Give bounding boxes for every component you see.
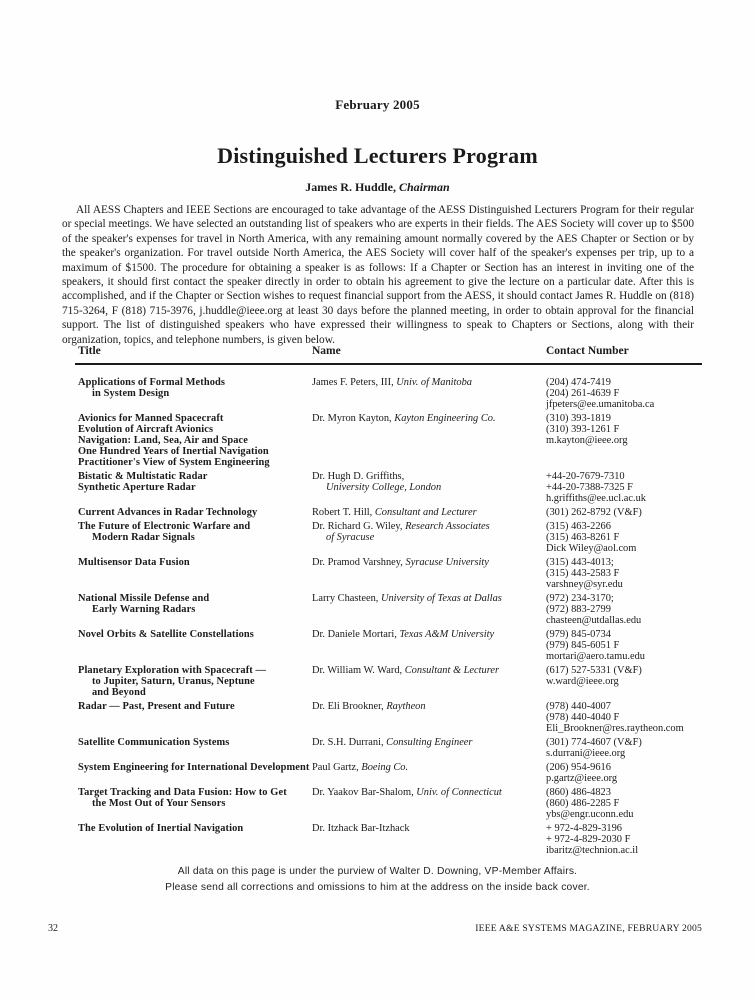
- contact-cell: [546, 413, 715, 468]
- name-cell: [312, 823, 546, 856]
- speaker-organization: University of Texas at Dallas: [380, 593, 502, 604]
- speaker-organization: Consultant and Lecturer: [374, 507, 477, 518]
- contact-cell: [546, 762, 715, 784]
- speaker-name-line: [312, 823, 546, 834]
- speaker-name-line: [312, 701, 546, 712]
- title-cell: [75, 557, 312, 590]
- contact-cell: [546, 665, 715, 698]
- speaker-name-line: [312, 413, 546, 424]
- lecture-title-line: National Missile Defense and: [78, 593, 210, 604]
- lecture-title-line: The Evolution of Inertial Navigation: [78, 823, 244, 834]
- contact-line: ybs@engr.uconn.edu: [546, 809, 634, 820]
- title-cell: [75, 629, 312, 662]
- lecture-title-line: Novel Orbits & Satellite Constellations: [78, 629, 254, 640]
- contact-line: (972) 883-2799: [546, 604, 611, 615]
- contact-cell: [546, 557, 715, 590]
- speaker-name-line: [312, 557, 546, 568]
- title-cell: [75, 762, 312, 784]
- title-cell: [75, 787, 312, 820]
- speaker-name-line: [312, 737, 546, 748]
- lecture-title-line: Bistatic & Multistatic Radar: [78, 471, 208, 482]
- page-title: Distinguished Lecturers Program: [217, 143, 538, 168]
- speaker-name-line: [312, 521, 546, 532]
- name-cell: [312, 787, 546, 820]
- contact-line: (301) 774-4607 (V&F): [546, 737, 642, 748]
- speaker-organization: Consultant & Lecturer: [404, 665, 500, 676]
- contact-line: (315) 463-8261 F: [546, 532, 620, 543]
- speaker-name: Dr. S.H. Durrani,: [312, 737, 387, 748]
- contact-line: p.gartz@ieee.org: [546, 773, 618, 784]
- speaker-name: Dr. Pramod Varshney,: [312, 557, 406, 568]
- column-header-title: Title: [78, 345, 101, 357]
- lecture-title-line: Early Warning Radars: [92, 604, 196, 615]
- contact-cell: [546, 593, 715, 626]
- speaker-name-line: [312, 507, 546, 518]
- lecture-title-line: Practitioner's View of System Engineering: [78, 457, 270, 468]
- name-cell: [312, 701, 546, 734]
- name-cell: [312, 593, 546, 626]
- title-cell: [75, 521, 312, 554]
- lecture-title-line: One Hundred Years of Inertial Navigation: [78, 446, 269, 457]
- contact-line: (206) 954-9616: [546, 762, 611, 773]
- table-row: [75, 823, 715, 856]
- name-cell: [312, 665, 546, 698]
- title-cell: [75, 471, 312, 504]
- name-cell: [312, 413, 546, 468]
- table-row: [75, 471, 715, 504]
- chairman-role: Chairman: [398, 180, 450, 194]
- title-cell: [75, 507, 312, 518]
- contact-cell: [546, 737, 715, 759]
- speaker-organization: Boeing Co.: [361, 762, 409, 773]
- speaker-name-line: [312, 471, 546, 482]
- speaker-name-line: [312, 593, 546, 604]
- lecture-title-line: to Jupiter, Saturn, Uranus, Neptune: [92, 676, 255, 687]
- speaker-organization: Univ. of Connecticut: [416, 787, 502, 798]
- lecture-title-line: Satellite Communication Systems: [78, 737, 230, 748]
- speaker-name: Dr. Itzhack Bar-Itzhack: [312, 823, 410, 834]
- contact-line: (860) 486-2285 F: [546, 798, 620, 809]
- table-row: [75, 787, 715, 820]
- name-cell: [312, 737, 546, 759]
- contact-cell: [546, 787, 715, 820]
- contact-line: (979) 845-0734: [546, 629, 611, 640]
- speaker-name: Paul Gartz,: [312, 762, 362, 773]
- speaker-name-line: [312, 787, 546, 798]
- contact-line: m.kayton@ieee.org: [546, 435, 628, 446]
- column-header-contact: Contact Number: [546, 345, 629, 357]
- contact-line: (978) 440-4040 F: [546, 712, 620, 723]
- intro-paragraph: All AESS Chapters and IEEE Sections are encouraged to take advantage of the AESS Distinguished Lecturers Program for their regular or special meetings. We have selected an outstanding list of speakers who are experts in their fields. The AES Society will cover up to $500 of the speaker's expenses for travel in North America, with any remaining amount normally covered by the AES Chapter or Section or by the speaker's organization. For travel outside North America, the AES Society will cover half of the speaker's expenses per trip, up to a maximum of $1500. The procedure for obtaining a speaker is as follows: If a Chapter or Section has an interest in inviting one of the speakers, it should first contact the speaker directly in order to obtain his agreement to give the lecture on a particular date. After this is accomplished, and if the Chapter or Section wishes to request financial support from the AESS, it should contact James R. Huddle on (818) 715-3264, F (818) 715-3976, j.huddle@ieee.org at least 30 days before the planned meeting, in order to obtain approval for the financial support. The list of distinguished speakers who have expressed their willingness to speak to Chapters or Sections, along with their organization, topics, and telephone numbers, is given below.: [62, 204, 694, 346]
- speaker-organization: Consulting Engineer: [386, 737, 473, 748]
- lecture-title-line: Applications of Formal Methods: [78, 377, 226, 388]
- contact-line: Dick Wiley@aol.com: [546, 543, 637, 554]
- lecture-title-line: Modern Radar Signals: [92, 532, 195, 543]
- table-row: [75, 377, 715, 410]
- contact-line: (315) 463-2266: [546, 521, 611, 532]
- contact-line: (979) 845-6051 F: [546, 640, 620, 651]
- contact-line: + 972-4-829-2030 F: [546, 834, 631, 845]
- name-cell: [312, 507, 546, 518]
- byline: [0, 180, 755, 195]
- contact-cell: [546, 377, 715, 410]
- speaker-name: Dr. Myron Kayton,: [312, 413, 395, 424]
- table-row: [75, 557, 715, 590]
- speaker-name-line: [312, 532, 546, 543]
- speaker-name-line: [312, 629, 546, 640]
- contact-cell: [546, 507, 715, 518]
- table-row: [75, 507, 715, 518]
- chairman-name: James R. Huddle,: [305, 180, 399, 194]
- contact-line: (617) 527-5331 (V&F): [546, 665, 642, 676]
- lecture-title-line: The Future of Electronic Warfare and: [78, 521, 251, 532]
- speaker-name: Dr. Eli Brookner,: [312, 701, 387, 712]
- speaker-name: James F. Peters, III,: [312, 377, 397, 388]
- speaker-name: Dr. Yaakov Bar-Shalom,: [312, 787, 417, 798]
- lecture-title-line: the Most Out of Your Sensors: [92, 798, 226, 809]
- contact-line: (315) 443-4013;: [546, 557, 614, 568]
- contact-line: +44-20-7388-7325 F: [546, 482, 633, 493]
- contact-line: varshney@syr.edu: [546, 579, 623, 590]
- contact-line: (204) 261-4639 F: [546, 388, 620, 399]
- lecture-title-line: Multisensor Data Fusion: [78, 557, 190, 568]
- speaker-name: Robert T. Hill,: [312, 507, 375, 518]
- contact-cell: [546, 701, 715, 734]
- speaker-organization: Univ. of Manitoba: [396, 377, 473, 388]
- contact-line: (301) 262-8792 (V&F): [546, 507, 642, 518]
- contact-cell: [546, 823, 715, 856]
- speaker-name: Dr. Hugh D. Griffiths,: [312, 471, 405, 482]
- speaker-name: Dr. Daniele Mortari,: [312, 629, 400, 640]
- contact-line: s.durrani@ieee.org: [546, 748, 626, 759]
- contact-line: (310) 393-1819: [546, 413, 611, 424]
- footer-note: [0, 864, 755, 895]
- contact-line: + 972-4-829-3196: [546, 823, 622, 834]
- lecture-title-line: Avionics for Manned Spacecraft: [78, 413, 224, 424]
- journal-title: IEEE A&E SYSTEMS MAGAZINE, FEBRUARY 2005: [475, 923, 702, 934]
- speaker-organization: Kayton Engineering Co.: [394, 413, 496, 424]
- speaker-name-line: [312, 482, 546, 493]
- table-header-row: [75, 345, 702, 365]
- issue-date: February 2005: [335, 97, 420, 112]
- title-cell: [75, 665, 312, 698]
- lecture-title-line: Current Advances in Radar Technology: [78, 507, 258, 518]
- speaker-name-line: [312, 665, 546, 676]
- speaker-organization: Research Associates: [405, 521, 490, 532]
- lecturers-table: [75, 377, 715, 859]
- name-cell: [312, 521, 546, 554]
- footer-note-line1: All data on this page is under the purview of Walter D. Downing, VP-Member Affairs.: [177, 866, 578, 877]
- table-row: [75, 665, 715, 698]
- speaker-organization: University College, London: [326, 482, 442, 493]
- speaker-name: Larry Chasteen,: [312, 593, 381, 604]
- table-row: [75, 701, 715, 734]
- lecture-title-line: in System Design: [92, 388, 170, 399]
- contact-line: (204) 474-7419: [546, 377, 611, 388]
- lecture-title-line: Radar — Past, Present and Future: [78, 701, 235, 712]
- table-row: [75, 413, 715, 468]
- title-cell: [75, 593, 312, 626]
- title-cell: [75, 701, 312, 734]
- footer-note-line2: Please send all corrections and omissions to him at the address on the inside back cover.: [165, 881, 590, 893]
- contact-line: ibaritz@technion.ac.il: [546, 845, 639, 856]
- contact-line: Eli_Brookner@res.raytheon.com: [546, 723, 684, 734]
- contact-cell: [546, 521, 715, 554]
- lecture-title-line: System Engineering for International Development: [78, 762, 310, 773]
- contact-line: (310) 393-1261 F: [546, 424, 620, 435]
- name-cell: [312, 377, 546, 410]
- contact-cell: [546, 629, 715, 662]
- contact-line: jfpeters@ee.umanitoba.ca: [546, 399, 655, 410]
- contact-line: (315) 443-2583 F: [546, 568, 620, 579]
- title-cell: [75, 413, 312, 468]
- speaker-organization: of Syracuse: [326, 532, 375, 543]
- contact-line: (978) 440-4007: [546, 701, 611, 712]
- page-footer: [48, 923, 702, 934]
- title-cell: [75, 377, 312, 410]
- contact-line: mortari@aero.tamu.edu: [546, 651, 646, 662]
- title-cell: [75, 823, 312, 856]
- table-row: [75, 629, 715, 662]
- contact-line: chasteen@utdallas.edu: [546, 615, 642, 626]
- title-cell: [75, 737, 312, 759]
- name-cell: [312, 629, 546, 662]
- lecture-title-line: Evolution of Aircraft Avionics: [78, 424, 214, 435]
- lecture-title-line: Synthetic Aperture Radar: [78, 482, 196, 493]
- contact-line: +44-20-7679-7310: [546, 471, 625, 482]
- name-cell: [312, 557, 546, 590]
- contact-line: w.ward@ieee.org: [546, 676, 619, 687]
- name-cell: [312, 762, 546, 784]
- contact-line: (860) 486-4823: [546, 787, 611, 798]
- contact-line: h.griffiths@ee.ucl.ac.uk: [546, 493, 646, 504]
- lecture-title-line: Navigation: Land, Sea, Air and Space: [78, 435, 248, 446]
- table-row: [75, 737, 715, 759]
- lecture-title-line: and Beyond: [92, 687, 146, 698]
- speaker-organization: Syracuse University: [405, 557, 489, 568]
- lecture-title-line: Target Tracking and Data Fusion: How to Get: [78, 787, 287, 798]
- lecture-title-line: Planetary Exploration with Spacecraft —: [78, 665, 267, 676]
- name-cell: [312, 471, 546, 504]
- speaker-name-line: [312, 762, 546, 773]
- speaker-name: Dr. William W. Ward,: [312, 665, 405, 676]
- speaker-organization: Raytheon: [386, 701, 426, 712]
- contact-cell: [546, 471, 715, 504]
- page-number: 32: [48, 923, 58, 934]
- speaker-name: Dr. Richard G. Wiley,: [312, 521, 406, 532]
- speaker-organization: Texas A&M University: [399, 629, 495, 640]
- table-row: [75, 762, 715, 784]
- contact-line: (972) 234-3170;: [546, 593, 614, 604]
- table-row: [75, 521, 715, 554]
- speaker-name-line: [312, 377, 546, 388]
- table-row: [75, 593, 715, 626]
- column-header-name: Name: [312, 345, 341, 357]
